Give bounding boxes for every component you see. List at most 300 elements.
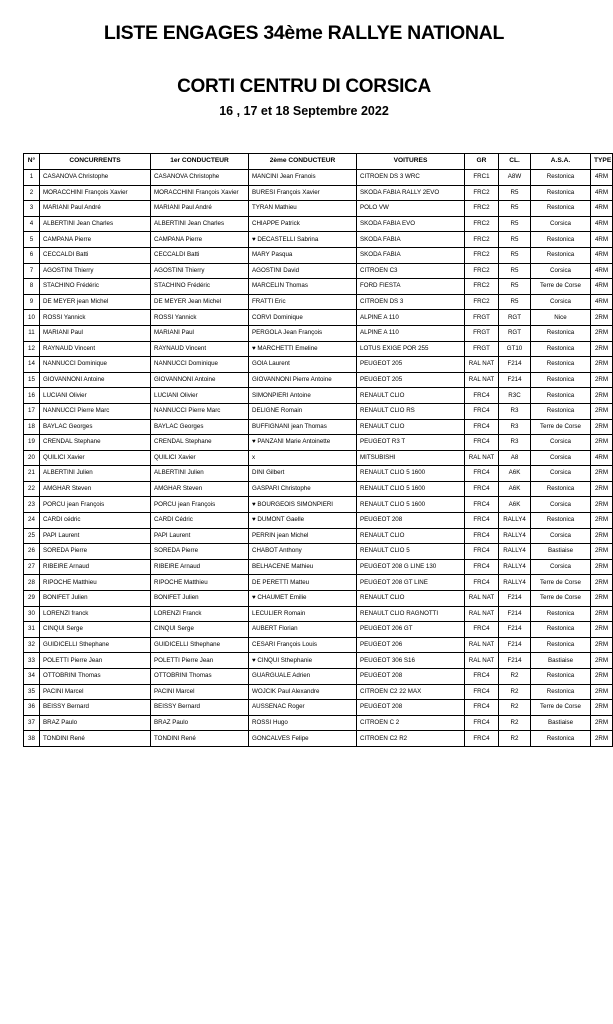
cell-co-driver: DE PERETTI Matteu xyxy=(249,575,357,591)
cell-car: CITROEN DS 3 xyxy=(357,294,465,310)
cell-group: FRGT xyxy=(465,325,499,341)
cell-competitor: CINQUI Serge xyxy=(40,622,151,638)
cell-entry-number: 5 xyxy=(24,232,40,248)
cell-asa: Restonica xyxy=(531,684,591,700)
cell-drive-type: 4RM xyxy=(591,185,613,201)
cell-group: FRC4 xyxy=(465,435,499,451)
cell-car: RENAULT CLIO 5 1600 xyxy=(357,497,465,513)
cell-asa: Restonica xyxy=(531,201,591,217)
cell-car: PEUGEOT R3 T xyxy=(357,435,465,451)
cell-competitor: LUCIANI Olivier xyxy=(40,388,151,404)
cell-car: RENAULT CLIO xyxy=(357,528,465,544)
cell-competitor: OTTOBRINI Thomas xyxy=(40,669,151,685)
col-header-group: GR xyxy=(465,154,499,170)
cell-competitor: CASANOVA Christophe xyxy=(40,170,151,186)
cell-class: R5 xyxy=(499,201,531,217)
table-row xyxy=(24,575,613,591)
cell-asa: Restonica xyxy=(531,669,591,685)
cell-class: R2 xyxy=(499,669,531,685)
cell-drive-type: 2RM xyxy=(591,700,613,716)
table-row xyxy=(24,341,613,357)
cell-car: POLO VW xyxy=(357,201,465,217)
cell-co-driver: CESARI François Louis xyxy=(249,637,357,653)
table-row xyxy=(24,731,613,747)
cell-entry-number: 36 xyxy=(24,700,40,716)
table-header-row xyxy=(24,154,613,170)
cell-class: A6K xyxy=(499,466,531,482)
cell-car: SKODA FABIA EVO xyxy=(357,216,465,232)
cell-car: PEUGEOT 205 xyxy=(357,357,465,373)
cell-group: FRC2 xyxy=(465,216,499,232)
cell-drive-type: 2RM xyxy=(591,731,613,747)
cell-drive-type: 4RM xyxy=(591,247,613,263)
cell-car: PEUGEOT 208 xyxy=(357,513,465,529)
cell-class: R3C xyxy=(499,388,531,404)
cell-entry-number: 34 xyxy=(24,669,40,685)
cell-competitor: NANNUCCI Pierre Marc xyxy=(40,403,151,419)
cell-first-driver: CAMPANA Pierre xyxy=(151,232,249,248)
cell-drive-type: 2RM xyxy=(591,653,613,669)
cell-group: RAL NAT xyxy=(465,606,499,622)
cell-group: RAL NAT xyxy=(465,591,499,607)
cell-group: RAL NAT xyxy=(465,372,499,388)
cell-group: FRC2 xyxy=(465,294,499,310)
cell-co-driver: PERGOLA Jean François xyxy=(249,325,357,341)
cell-car: PEUGEOT 208 xyxy=(357,700,465,716)
rally-name: CORTI CENTRU DI CORSICA xyxy=(177,76,431,97)
cell-drive-type: 2RM xyxy=(591,544,613,560)
cell-first-driver: NANNUCCI Dominique xyxy=(151,357,249,373)
cell-co-driver: GIOVANNONI Pierre Antoine xyxy=(249,372,357,388)
cell-competitor: TONDINI René xyxy=(40,731,151,747)
cell-drive-type: 2RM xyxy=(591,388,613,404)
cell-competitor: SOREDA Pierre xyxy=(40,544,151,560)
cell-group: FRC4 xyxy=(465,528,499,544)
cell-entry-number: 16 xyxy=(24,388,40,404)
cell-drive-type: 2RM xyxy=(591,310,613,326)
cell-co-driver: SIMONPIERI Antoine xyxy=(249,388,357,404)
cell-first-driver: AMGHAR Steven xyxy=(151,481,249,497)
cell-class: RALLY4 xyxy=(499,513,531,529)
cell-class: R3 xyxy=(499,403,531,419)
cell-entry-number: 17 xyxy=(24,403,40,419)
cell-car: SKODA FABIA RALLY 2EVO xyxy=(357,185,465,201)
col-header-class: CL. xyxy=(499,154,531,170)
cell-drive-type: 4RM xyxy=(591,232,613,248)
cell-competitor: LORENZI franck xyxy=(40,606,151,622)
cell-class: R5 xyxy=(499,185,531,201)
cell-class: F214 xyxy=(499,606,531,622)
table-row xyxy=(24,310,613,326)
cell-first-driver: LUCIANI Olivier xyxy=(151,388,249,404)
cell-drive-type: 2RM xyxy=(591,591,613,607)
cell-group: FRC4 xyxy=(465,544,499,560)
cell-first-driver: MARIANI Paul xyxy=(151,325,249,341)
cell-car: RENAULT CLIO 5 1600 xyxy=(357,481,465,497)
cell-drive-type: 2RM xyxy=(591,372,613,388)
cell-car: CITROEN DS 3 WRC xyxy=(357,170,465,186)
cell-entry-number: 9 xyxy=(24,294,40,310)
cell-co-driver: CHABOT Anthony xyxy=(249,544,357,560)
cell-entry-number: 23 xyxy=(24,497,40,513)
cell-entry-number: 25 xyxy=(24,528,40,544)
table-row xyxy=(24,247,613,263)
cell-asa: Restonica xyxy=(531,325,591,341)
cell-class: F214 xyxy=(499,637,531,653)
cell-drive-type: 2RM xyxy=(591,481,613,497)
cell-car: ALPINE A 110 xyxy=(357,325,465,341)
cell-class: R5 xyxy=(499,216,531,232)
table-row xyxy=(24,715,613,731)
cell-group: FRC4 xyxy=(465,419,499,435)
cell-group: FRC2 xyxy=(465,247,499,263)
cell-drive-type: 2RM xyxy=(591,497,613,513)
cell-co-driver: MARCELIN Thomas xyxy=(249,279,357,295)
table-row xyxy=(24,372,613,388)
cell-class: R3 xyxy=(499,419,531,435)
table-row xyxy=(24,497,613,513)
cell-asa: Restonica xyxy=(531,622,591,638)
cell-drive-type: 4RM xyxy=(591,201,613,217)
cell-co-driver: GOIA Laurent xyxy=(249,357,357,373)
cell-first-driver: CECCALDI Batti xyxy=(151,247,249,263)
cell-first-driver: AGOSTINI Thierry xyxy=(151,263,249,279)
cell-asa: Restonica xyxy=(531,185,591,201)
cell-class: R5 xyxy=(499,232,531,248)
cell-car: ALPINE A 110 xyxy=(357,310,465,326)
cell-car: SKODA FABIA xyxy=(357,247,465,263)
cell-asa: Restonica xyxy=(531,247,591,263)
cell-competitor: ALBERTINI Jean Charles xyxy=(40,216,151,232)
cell-asa: Terre de Corse xyxy=(531,419,591,435)
cell-group: FRC4 xyxy=(465,622,499,638)
table-row xyxy=(24,559,613,575)
cell-class: R5 xyxy=(499,294,531,310)
cell-first-driver: CASANOVA Christophe xyxy=(151,170,249,186)
cell-asa: Restonica xyxy=(531,481,591,497)
cell-group: FRC4 xyxy=(465,481,499,497)
cell-entry-number: 18 xyxy=(24,419,40,435)
table-row xyxy=(24,294,613,310)
cell-first-driver: ALBERTINI Jean Charles xyxy=(151,216,249,232)
table-row xyxy=(24,637,613,653)
cell-co-driver: CORVI Dominique xyxy=(249,310,357,326)
cell-class: RGT xyxy=(499,325,531,341)
cell-asa: Restonica xyxy=(531,637,591,653)
cell-first-driver: ROSSI Yannick xyxy=(151,310,249,326)
cell-class: A6K xyxy=(499,481,531,497)
table-row xyxy=(24,544,613,560)
cell-competitor: NANNUCCI Dominique xyxy=(40,357,151,373)
cell-co-driver: PERRIN jean Michel xyxy=(249,528,357,544)
cell-competitor: BEISSY Bernard xyxy=(40,700,151,716)
col-header-first-driver: 1er CONDUCTEUR xyxy=(151,154,249,170)
cell-group: RAL NAT xyxy=(465,357,499,373)
cell-group: FRC4 xyxy=(465,497,499,513)
cell-drive-type: 2RM xyxy=(591,419,613,435)
cell-first-driver: STACHINO Frédéric xyxy=(151,279,249,295)
cell-first-driver: QUILICI Xavier xyxy=(151,450,249,466)
cell-entry-number: 6 xyxy=(24,247,40,263)
cell-asa: Corsica xyxy=(531,559,591,575)
cell-car: SKODA FABIA xyxy=(357,232,465,248)
cell-entry-number: 11 xyxy=(24,325,40,341)
cell-co-driver: LECULIER Romain xyxy=(249,606,357,622)
cell-class: RALLY4 xyxy=(499,544,531,560)
cell-competitor: ALBERTINI Julien xyxy=(40,466,151,482)
cell-car: CITROEN C3 xyxy=(357,263,465,279)
table-row xyxy=(24,325,613,341)
cell-first-driver: PORCU jean François xyxy=(151,497,249,513)
cell-competitor: RAYNAUD Vincent xyxy=(40,341,151,357)
cell-competitor: QUILICI Xavier xyxy=(40,450,151,466)
cell-first-driver: LORENZI Franck xyxy=(151,606,249,622)
cell-car: PEUGEOT 208 GT LINE xyxy=(357,575,465,591)
cell-class: F214 xyxy=(499,653,531,669)
cell-competitor: CARDI cédric xyxy=(40,513,151,529)
cell-drive-type: 4RM xyxy=(591,450,613,466)
cell-drive-type: 2RM xyxy=(591,606,613,622)
table-row xyxy=(24,435,613,451)
table-row xyxy=(24,170,613,186)
cell-co-driver: GASPARI Christophe xyxy=(249,481,357,497)
cell-group: FRGT xyxy=(465,310,499,326)
col-header-number: N° xyxy=(24,154,40,170)
cell-first-driver: CARDI Cédric xyxy=(151,513,249,529)
table-row xyxy=(24,357,613,373)
cell-group: FRC4 xyxy=(465,731,499,747)
cell-class: RALLY4 xyxy=(499,575,531,591)
cell-class: A6K xyxy=(499,497,531,513)
cell-competitor: PAPI Laurent xyxy=(40,528,151,544)
cell-entry-number: 33 xyxy=(24,653,40,669)
cell-co-driver: WOJCIK Paul Alexandre xyxy=(249,684,357,700)
cell-group: FRC4 xyxy=(465,575,499,591)
table-row xyxy=(24,388,613,404)
cell-asa: Terre de Corse xyxy=(531,279,591,295)
cell-entry-number: 20 xyxy=(24,450,40,466)
cell-group: RAL NAT xyxy=(465,450,499,466)
cell-drive-type: 2RM xyxy=(591,559,613,575)
cell-asa: Restonica xyxy=(531,731,591,747)
cell-first-driver: MARIANI Paul André xyxy=(151,201,249,217)
cell-entry-number: 30 xyxy=(24,606,40,622)
cell-drive-type: 2RM xyxy=(591,341,613,357)
table-row xyxy=(24,653,613,669)
table-row xyxy=(24,684,613,700)
cell-group: FRC1 xyxy=(465,170,499,186)
cell-co-driver: BURESI François Xavier xyxy=(249,185,357,201)
cell-entry-number: 29 xyxy=(24,591,40,607)
cell-asa: Corsica xyxy=(531,497,591,513)
cell-first-driver: BRAZ Paulo xyxy=(151,715,249,731)
cell-group: RAL NAT xyxy=(465,637,499,653)
cell-co-driver: AUSSENAC Roger xyxy=(249,700,357,716)
cell-asa: Corsica xyxy=(531,294,591,310)
table-body xyxy=(24,170,613,747)
cell-car: MITSUBISHI xyxy=(357,450,465,466)
cell-asa: Corsica xyxy=(531,435,591,451)
cell-asa: Corsica xyxy=(531,263,591,279)
table-row xyxy=(24,606,613,622)
cell-class: RALLY4 xyxy=(499,559,531,575)
cell-co-driver: ♥ CINQUI Sthephanie xyxy=(249,653,357,669)
cell-entry-number: 27 xyxy=(24,559,40,575)
cell-drive-type: 2RM xyxy=(591,403,613,419)
table-row xyxy=(24,700,613,716)
cell-class: R5 xyxy=(499,279,531,295)
cell-drive-type: 2RM xyxy=(591,513,613,529)
cell-competitor: AMGHAR Steven xyxy=(40,481,151,497)
cell-asa: Corsica xyxy=(531,216,591,232)
cell-class: R5 xyxy=(499,263,531,279)
cell-class: R2 xyxy=(499,700,531,716)
cell-car: PEUGEOT 208 xyxy=(357,669,465,685)
cell-competitor: BONIFET Julien xyxy=(40,591,151,607)
cell-asa: Corsica xyxy=(531,528,591,544)
cell-group: FRC4 xyxy=(465,388,499,404)
cell-drive-type: 4RM xyxy=(591,294,613,310)
cell-asa: Bastiaise xyxy=(531,544,591,560)
cell-drive-type: 2RM xyxy=(591,325,613,341)
cell-asa: Restonica xyxy=(531,357,591,373)
cell-group: RAL NAT xyxy=(465,653,499,669)
table-row xyxy=(24,263,613,279)
cell-car: CITROEN C2 R2 xyxy=(357,731,465,747)
document-title: LISTE ENGAGES 34ème RALLYE NATIONAL xyxy=(103,22,505,44)
cell-co-driver: ♥ DECASTELLI Sabrina xyxy=(249,232,357,248)
cell-competitor: BAYLAC Georges xyxy=(40,419,151,435)
cell-entry-number: 35 xyxy=(24,684,40,700)
cell-co-driver: ♥ BOURGEOIS SIMONPIERI xyxy=(249,497,357,513)
cell-competitor: CAMPANA Pierre xyxy=(40,232,151,248)
cell-competitor: DE MEYER jean Michel xyxy=(40,294,151,310)
cell-co-driver: ROSSI Hugo xyxy=(249,715,357,731)
cell-first-driver: RAYNAUD Vincent xyxy=(151,341,249,357)
cell-competitor: MARIANI Paul André xyxy=(40,201,151,217)
col-header-asa: A.S.A. xyxy=(531,154,591,170)
cell-group: FRC2 xyxy=(465,263,499,279)
cell-asa: Terre de Corse xyxy=(531,591,591,607)
entry-list-table xyxy=(23,153,613,747)
cell-drive-type: 2RM xyxy=(591,715,613,731)
cell-asa: Restonica xyxy=(531,403,591,419)
table-row xyxy=(24,591,613,607)
cell-drive-type: 4RM xyxy=(591,170,613,186)
cell-entry-number: 31 xyxy=(24,622,40,638)
cell-class: R2 xyxy=(499,715,531,731)
cell-competitor: MORACCHINI François Xavier xyxy=(40,185,151,201)
cell-class: GT10 xyxy=(499,341,531,357)
cell-car: RENAULT CLIO 5 1600 xyxy=(357,466,465,482)
cell-class: F214 xyxy=(499,591,531,607)
cell-group: FRC4 xyxy=(465,684,499,700)
cell-entry-number: 21 xyxy=(24,466,40,482)
cell-asa: Terre de Corse xyxy=(531,575,591,591)
cell-car: PEUGEOT 306 S16 xyxy=(357,653,465,669)
cell-entry-number: 8 xyxy=(24,279,40,295)
cell-group: FRC4 xyxy=(465,669,499,685)
cell-competitor: STACHINO Frédéric xyxy=(40,279,151,295)
cell-first-driver: DE MEYER Jean Michel xyxy=(151,294,249,310)
cell-group: FRC4 xyxy=(465,513,499,529)
cell-car: RENAULT CLIO xyxy=(357,419,465,435)
cell-asa: Corsica xyxy=(531,466,591,482)
cell-co-driver: GONCALVES Felipe xyxy=(249,731,357,747)
cell-competitor: BRAZ Paulo xyxy=(40,715,151,731)
cell-co-driver: ♥ CHAUMET Emilie xyxy=(249,591,357,607)
cell-entry-number: 32 xyxy=(24,637,40,653)
cell-entry-number: 19 xyxy=(24,435,40,451)
cell-asa: Restonica xyxy=(531,372,591,388)
cell-car: PEUGEOT 208 G LINE 130 xyxy=(357,559,465,575)
cell-class: RGT xyxy=(499,310,531,326)
cell-drive-type: 4RM xyxy=(591,263,613,279)
table-row xyxy=(24,232,613,248)
cell-first-driver: GIOVANNONI Antoine xyxy=(151,372,249,388)
cell-car: RENAULT CLIO xyxy=(357,591,465,607)
cell-co-driver: GUARGUALE Adrien xyxy=(249,669,357,685)
cell-co-driver: CHIAPPE Patrick xyxy=(249,216,357,232)
cell-first-driver: ALBERTINI Julien xyxy=(151,466,249,482)
cell-class: R2 xyxy=(499,684,531,700)
cell-asa: Terre de Corse xyxy=(531,700,591,716)
cell-class: F214 xyxy=(499,622,531,638)
cell-first-driver: CRENDAL Stephane xyxy=(151,435,249,451)
cell-asa: Restonica xyxy=(531,606,591,622)
cell-first-driver: OTTOBRINI Thomas xyxy=(151,669,249,685)
cell-class: F214 xyxy=(499,357,531,373)
cell-car: PEUGEOT 206 xyxy=(357,637,465,653)
cell-co-driver: ♥ PANZANI Marie Antoinette xyxy=(249,435,357,451)
cell-entry-number: 15 xyxy=(24,372,40,388)
table-row xyxy=(24,513,613,529)
cell-asa: Restonica xyxy=(531,388,591,404)
cell-first-driver: NANNUCCI Pierre Marc xyxy=(151,403,249,419)
cell-drive-type: 2RM xyxy=(591,575,613,591)
cell-group: FRC2 xyxy=(465,279,499,295)
cell-entry-number: 38 xyxy=(24,731,40,747)
col-header-competitors: CONCURRENTS xyxy=(40,154,151,170)
cell-drive-type: 2RM xyxy=(591,466,613,482)
table-row xyxy=(24,466,613,482)
cell-entry-number: 28 xyxy=(24,575,40,591)
cell-class: R2 xyxy=(499,731,531,747)
cell-first-driver: CINQUI Serge xyxy=(151,622,249,638)
cell-competitor: CECCALDI Batti xyxy=(40,247,151,263)
cell-class: R3 xyxy=(499,435,531,451)
cell-entry-number: 1 xyxy=(24,170,40,186)
cell-competitor: GUIDICELLI Sthephane xyxy=(40,637,151,653)
cell-car: RENAULT CLIO RS xyxy=(357,403,465,419)
cell-entry-number: 26 xyxy=(24,544,40,560)
cell-asa: Bastiaise xyxy=(531,653,591,669)
cell-class: F214 xyxy=(499,372,531,388)
cell-group: FRC4 xyxy=(465,559,499,575)
cell-first-driver: TONDINI René xyxy=(151,731,249,747)
table-row xyxy=(24,185,613,201)
cell-asa: Restonica xyxy=(531,170,591,186)
cell-co-driver: x xyxy=(249,450,357,466)
cell-entry-number: 3 xyxy=(24,201,40,217)
cell-competitor: POLETTI Pierre Jean xyxy=(40,653,151,669)
cell-competitor: CRENDAL Stephane xyxy=(40,435,151,451)
cell-drive-type: 2RM xyxy=(591,684,613,700)
cell-first-driver: POLETTI Pierre Jean xyxy=(151,653,249,669)
cell-competitor: PORCU jean François xyxy=(40,497,151,513)
cell-drive-type: 2RM xyxy=(591,622,613,638)
table-row xyxy=(24,528,613,544)
